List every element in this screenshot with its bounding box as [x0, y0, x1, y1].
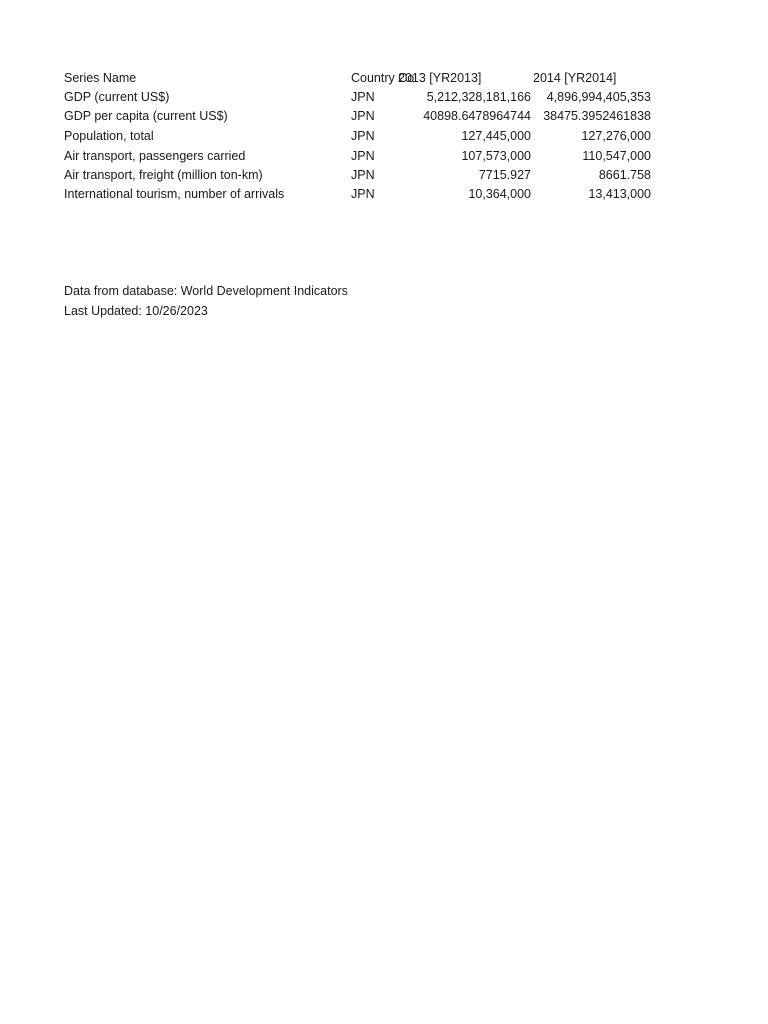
yr2013-cell: 5,212,328,181,166 — [426, 90, 531, 104]
series-name-cell: Air transport, passengers carried — [64, 149, 246, 163]
header-yr2014: 2014 [YR2014] — [533, 71, 617, 85]
yr2014-cell: 38475.3952461838 — [543, 109, 651, 123]
table-row — [0, 185, 768, 204]
country-code-cell: JPN — [351, 187, 375, 201]
country-code-cell: JPN — [351, 168, 375, 182]
yr2014-cell: 4,896,994,405,353 — [546, 90, 651, 104]
yr2013-cell: 10,364,000 — [468, 187, 531, 201]
country-code-cell: JPN — [351, 129, 375, 143]
yr2014-cell: 110,547,000 — [582, 149, 651, 163]
last-updated-row — [0, 302, 768, 321]
header-yr2013: 2013 [YR2013] — [398, 71, 482, 85]
header-row — [0, 69, 768, 88]
last-updated-note: Last Updated: 10/26/2023 — [64, 304, 208, 318]
series-name-cell: Population, total — [64, 129, 154, 143]
series-name-cell: Air transport, freight (million ton-km) — [64, 168, 263, 182]
table-row — [0, 88, 768, 107]
yr2014-cell: 127,276,000 — [581, 129, 651, 143]
source-note: Data from database: World Development Indicators — [64, 284, 348, 298]
header-series-name: Series Name — [64, 71, 137, 85]
yr2014-cell: 8661.758 — [598, 168, 651, 182]
country-code-cell: JPN — [351, 90, 375, 104]
header-country-code: Country Co — [351, 71, 415, 85]
country-code-cell: JPN — [351, 109, 375, 123]
table-row — [0, 166, 768, 185]
yr2013-cell: 127,445,000 — [461, 129, 531, 143]
table-row — [0, 147, 768, 166]
yr2014-cell: 13,413,000 — [588, 187, 651, 201]
table-row — [0, 127, 768, 146]
country-code-cell: JPN — [351, 149, 375, 163]
yr2013-cell: 40898.6478964744 — [423, 109, 531, 123]
table-row — [0, 107, 768, 126]
yr2013-cell: 107,573,000 — [461, 149, 531, 163]
yr2013-cell: 7715.927 — [478, 168, 531, 182]
series-name-cell: GDP (current US$) — [64, 90, 170, 104]
source-note-row — [0, 282, 768, 301]
series-name-cell: International tourism, number of arrivals — [64, 187, 285, 201]
series-name-cell: GDP per capita (current US$) — [64, 109, 228, 123]
